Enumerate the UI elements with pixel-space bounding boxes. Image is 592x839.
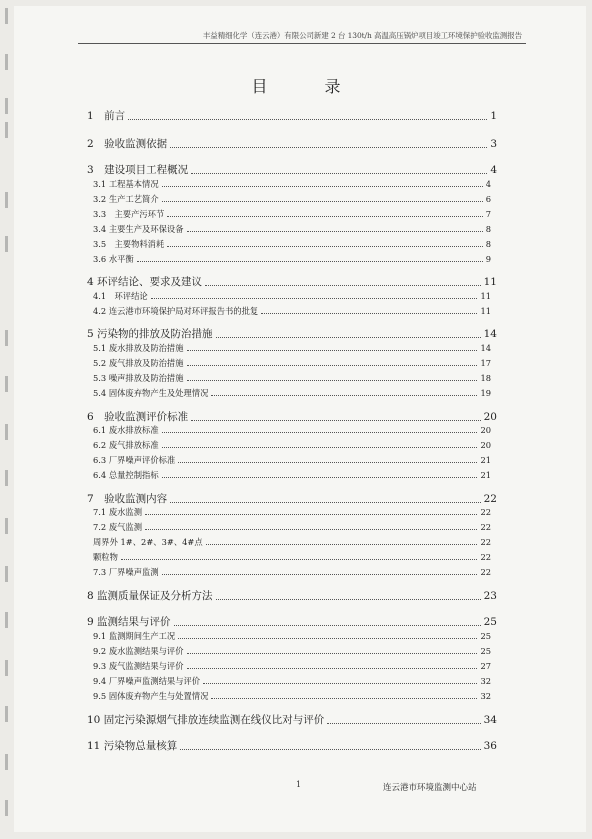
toc-entry[interactable] bbox=[93, 675, 491, 687]
toc-entry[interactable] bbox=[87, 409, 497, 424]
toc-entry-page: 11 bbox=[480, 291, 491, 301]
toc-entry-page: 25 bbox=[480, 631, 491, 641]
toc-leader bbox=[187, 350, 478, 351]
toc-entry[interactable] bbox=[87, 712, 497, 727]
toc-leader bbox=[162, 186, 483, 187]
toc-entry-page: 11 bbox=[483, 276, 497, 288]
toc-entry[interactable] bbox=[93, 454, 491, 466]
toc-entry-label: 3.1 工程基本情况 bbox=[93, 179, 159, 189]
toc-entry-page: 22 bbox=[480, 522, 491, 532]
toc-leader bbox=[205, 285, 481, 286]
toc-entry-page: 4 bbox=[485, 179, 491, 189]
toc-entry-label: 4.2 连云港市环境保护局对环评报告书的批复 bbox=[93, 306, 259, 316]
toc-entry[interactable] bbox=[93, 566, 491, 578]
toc-entry-page: 36 bbox=[483, 740, 497, 752]
toc-leader bbox=[170, 147, 487, 148]
toc-entry-label: 5 污染物的排放及防治措施 bbox=[87, 328, 213, 340]
toc-entry-label: 6.1 废水排放标准 bbox=[93, 425, 159, 435]
toc-entry-label: 3.2 生产工艺简介 bbox=[93, 194, 159, 204]
toc-entry-page: 27 bbox=[480, 661, 491, 671]
toc-entry-page: 34 bbox=[483, 714, 497, 726]
toc-entry-label: 6.4 总量控制指标 bbox=[93, 470, 159, 480]
toc-entry-page: 22 bbox=[480, 507, 491, 517]
toc-leader bbox=[137, 261, 483, 262]
toc-entry-label: 4 环评结论、要求及建议 bbox=[87, 276, 203, 288]
toc-leader bbox=[206, 544, 478, 545]
toc-entry-page: 22 bbox=[483, 493, 497, 505]
toc-entry-label: 10 固定污染源烟气排放连续监测在线仪比对与评价 bbox=[87, 714, 325, 726]
toc-entry-label: 7.2 废气监测 bbox=[93, 522, 143, 532]
toc-entry-label: 颗粒物 bbox=[93, 552, 118, 562]
toc-entry-page: 25 bbox=[483, 616, 497, 628]
footer-page-number: 1 bbox=[296, 780, 302, 789]
binding-marks bbox=[0, 0, 14, 839]
toc-entry-label: 3.3 主要产污环节 bbox=[93, 209, 165, 219]
toc-entry-label: 周界外 1#、2#、3#、4#点 bbox=[93, 537, 203, 547]
toc-leader bbox=[211, 698, 477, 699]
toc-entry-page: 17 bbox=[480, 358, 491, 368]
toc-entry-page: 6 bbox=[485, 194, 491, 204]
toc-entry-label: 4.1 环评结论 bbox=[93, 291, 148, 301]
toc-entry[interactable] bbox=[87, 274, 497, 289]
toc-entry[interactable] bbox=[87, 162, 497, 177]
toc-entry-page: 8 bbox=[485, 224, 491, 234]
header-rule bbox=[78, 43, 526, 44]
page-title: 目 录 bbox=[251, 77, 367, 96]
toc-leader bbox=[178, 462, 477, 463]
toc-leader bbox=[167, 246, 482, 247]
running-header: 丰益精细化学（连云港）有限公司新建 2 台 130t/h 高温高压锅炉项目竣工环境保护验收监测报告 bbox=[202, 31, 522, 40]
toc-entry-label: 5.2 废气排放及防治措施 bbox=[93, 358, 184, 368]
toc-entry[interactable] bbox=[93, 372, 491, 384]
toc-entry-label: 9.1 监测期间生产工况 bbox=[93, 631, 176, 641]
toc-entry-page: 11 bbox=[480, 306, 491, 316]
toc-entry-page: 3 bbox=[490, 138, 497, 150]
toc-leader bbox=[151, 298, 478, 299]
toc-leader bbox=[327, 723, 480, 724]
toc-entry-label: 7.3 厂界噪声监测 bbox=[93, 567, 159, 577]
toc-leader bbox=[145, 529, 477, 530]
toc-entry[interactable] bbox=[93, 630, 491, 642]
toc-entry[interactable] bbox=[93, 342, 491, 354]
toc-entry[interactable] bbox=[93, 208, 491, 220]
toc-entry-label: 6.2 废气排放标准 bbox=[93, 440, 159, 450]
toc-leader bbox=[261, 313, 477, 314]
toc-leader bbox=[187, 668, 478, 669]
toc-entry[interactable] bbox=[93, 290, 491, 302]
toc-entry[interactable] bbox=[93, 645, 491, 657]
toc-entry[interactable] bbox=[93, 387, 491, 399]
toc-entry-page: 1 bbox=[490, 110, 497, 122]
toc-entry-page: 22 bbox=[480, 537, 491, 547]
toc-entry[interactable] bbox=[93, 506, 491, 518]
toc-entry-page: 18 bbox=[480, 373, 491, 383]
toc-leader bbox=[174, 625, 481, 626]
toc-entry[interactable] bbox=[93, 660, 491, 672]
toc-leader bbox=[170, 502, 480, 503]
toc-leader bbox=[162, 574, 478, 575]
toc-entry[interactable] bbox=[93, 238, 491, 250]
toc-entry-label: 5.3 噪声排放及防治措施 bbox=[93, 373, 184, 383]
toc-leader bbox=[203, 683, 477, 684]
toc-leader bbox=[187, 380, 478, 381]
toc-entry[interactable] bbox=[87, 136, 497, 151]
toc-entry-label: 5.4 固体废弃物产生及处理情况 bbox=[93, 388, 209, 398]
toc-entry-label: 9.5 固体废弃物产生与处置情况 bbox=[93, 691, 209, 701]
toc-entry[interactable] bbox=[93, 690, 491, 702]
toc-entry[interactable] bbox=[87, 614, 497, 629]
toc-leader bbox=[178, 638, 477, 639]
toc-leader bbox=[187, 231, 483, 232]
toc-entry-label: 3.6 水平衡 bbox=[93, 254, 134, 264]
toc-entry-page: 25 bbox=[480, 646, 491, 656]
toc-entry-page: 14 bbox=[480, 343, 491, 353]
toc-entry-page: 32 bbox=[480, 691, 491, 701]
toc-entry[interactable] bbox=[93, 536, 491, 548]
toc-entry[interactable] bbox=[93, 551, 491, 563]
toc-entry-label: 9 监测结果与评价 bbox=[87, 616, 171, 628]
toc-entry-page: 8 bbox=[485, 239, 491, 249]
toc-entry-label: 7.1 废水监测 bbox=[93, 507, 143, 517]
toc-entry[interactable] bbox=[87, 588, 497, 603]
toc-entry-page: 20 bbox=[480, 440, 491, 450]
toc-entry-label: 9.4 厂界噪声监测结果与评价 bbox=[93, 676, 201, 686]
toc-entry-label: 3.5 主要物料消耗 bbox=[93, 239, 165, 249]
toc-leader bbox=[121, 559, 478, 560]
toc-entry-page: 23 bbox=[483, 590, 497, 602]
toc-leader bbox=[187, 365, 478, 366]
toc-entry[interactable] bbox=[93, 305, 491, 317]
toc-leader bbox=[145, 514, 477, 515]
footer-organization: 连云港市环境监测中心站 bbox=[383, 783, 477, 793]
toc-entry[interactable] bbox=[87, 491, 497, 506]
toc-entry-page: 22 bbox=[480, 567, 491, 577]
toc-entry[interactable] bbox=[87, 326, 497, 341]
toc-leader bbox=[211, 395, 477, 396]
toc-leader bbox=[216, 337, 481, 338]
toc-entry-page: 4 bbox=[490, 164, 497, 176]
toc-entry[interactable] bbox=[93, 223, 491, 235]
toc-leader bbox=[187, 653, 478, 654]
toc-entry-label: 8 监测质量保证及分析方法 bbox=[87, 590, 213, 602]
toc-entry[interactable] bbox=[93, 469, 491, 481]
toc-entry-page: 7 bbox=[485, 209, 491, 219]
toc-entry-page: 19 bbox=[480, 388, 491, 398]
toc-leader bbox=[191, 173, 487, 174]
toc-entry-label: 9.2 废水监测结果与评价 bbox=[93, 646, 184, 656]
toc-leader bbox=[162, 447, 478, 448]
toc-entry[interactable] bbox=[93, 424, 491, 436]
toc-leader bbox=[180, 749, 480, 750]
toc-entry-page: 21 bbox=[480, 470, 491, 480]
toc-entry-label: 1 前言 bbox=[87, 110, 126, 122]
toc-entry[interactable] bbox=[93, 193, 491, 205]
toc-leader bbox=[162, 201, 483, 202]
toc-leader bbox=[162, 432, 478, 433]
toc-entry-label: 6 验收监测评价标准 bbox=[87, 411, 189, 423]
toc-entry[interactable] bbox=[93, 357, 491, 369]
toc-entry[interactable] bbox=[93, 439, 491, 451]
toc-entry-page: 20 bbox=[480, 425, 491, 435]
toc-entry-label: 11 污染物总量核算 bbox=[87, 740, 178, 752]
toc-entry-label: 5.1 废水排放及防治措施 bbox=[93, 343, 184, 353]
toc-entry-label: 3 建设项目工程概况 bbox=[87, 164, 189, 176]
toc-entry-label: 2 验收监测依据 bbox=[87, 138, 168, 150]
toc-entry-label: 3.4 主要生产及环保设备 bbox=[93, 224, 184, 234]
toc-entry-page: 32 bbox=[480, 676, 491, 686]
toc-entry-page: 14 bbox=[483, 328, 497, 340]
toc-leader bbox=[128, 119, 487, 120]
toc-leader bbox=[162, 477, 478, 478]
toc-entry[interactable] bbox=[87, 108, 497, 123]
toc-entry-label: 7 验收监测内容 bbox=[87, 493, 168, 505]
toc-entry[interactable] bbox=[93, 178, 491, 190]
toc-entry-page: 20 bbox=[483, 411, 497, 423]
toc-leader bbox=[191, 420, 480, 421]
toc-entry[interactable] bbox=[93, 521, 491, 533]
toc-leader bbox=[167, 216, 482, 217]
toc-entry-page: 9 bbox=[485, 254, 491, 264]
toc-entry-page: 22 bbox=[480, 552, 491, 562]
toc-entry[interactable] bbox=[93, 253, 491, 265]
toc-entry-label: 9.3 废气监测结果与评价 bbox=[93, 661, 184, 671]
toc-entry[interactable] bbox=[87, 738, 497, 753]
toc-leader bbox=[216, 599, 481, 600]
toc-entry-label: 6.3 厂界噪声评价标准 bbox=[93, 455, 176, 465]
toc-entry-page: 21 bbox=[480, 455, 491, 465]
